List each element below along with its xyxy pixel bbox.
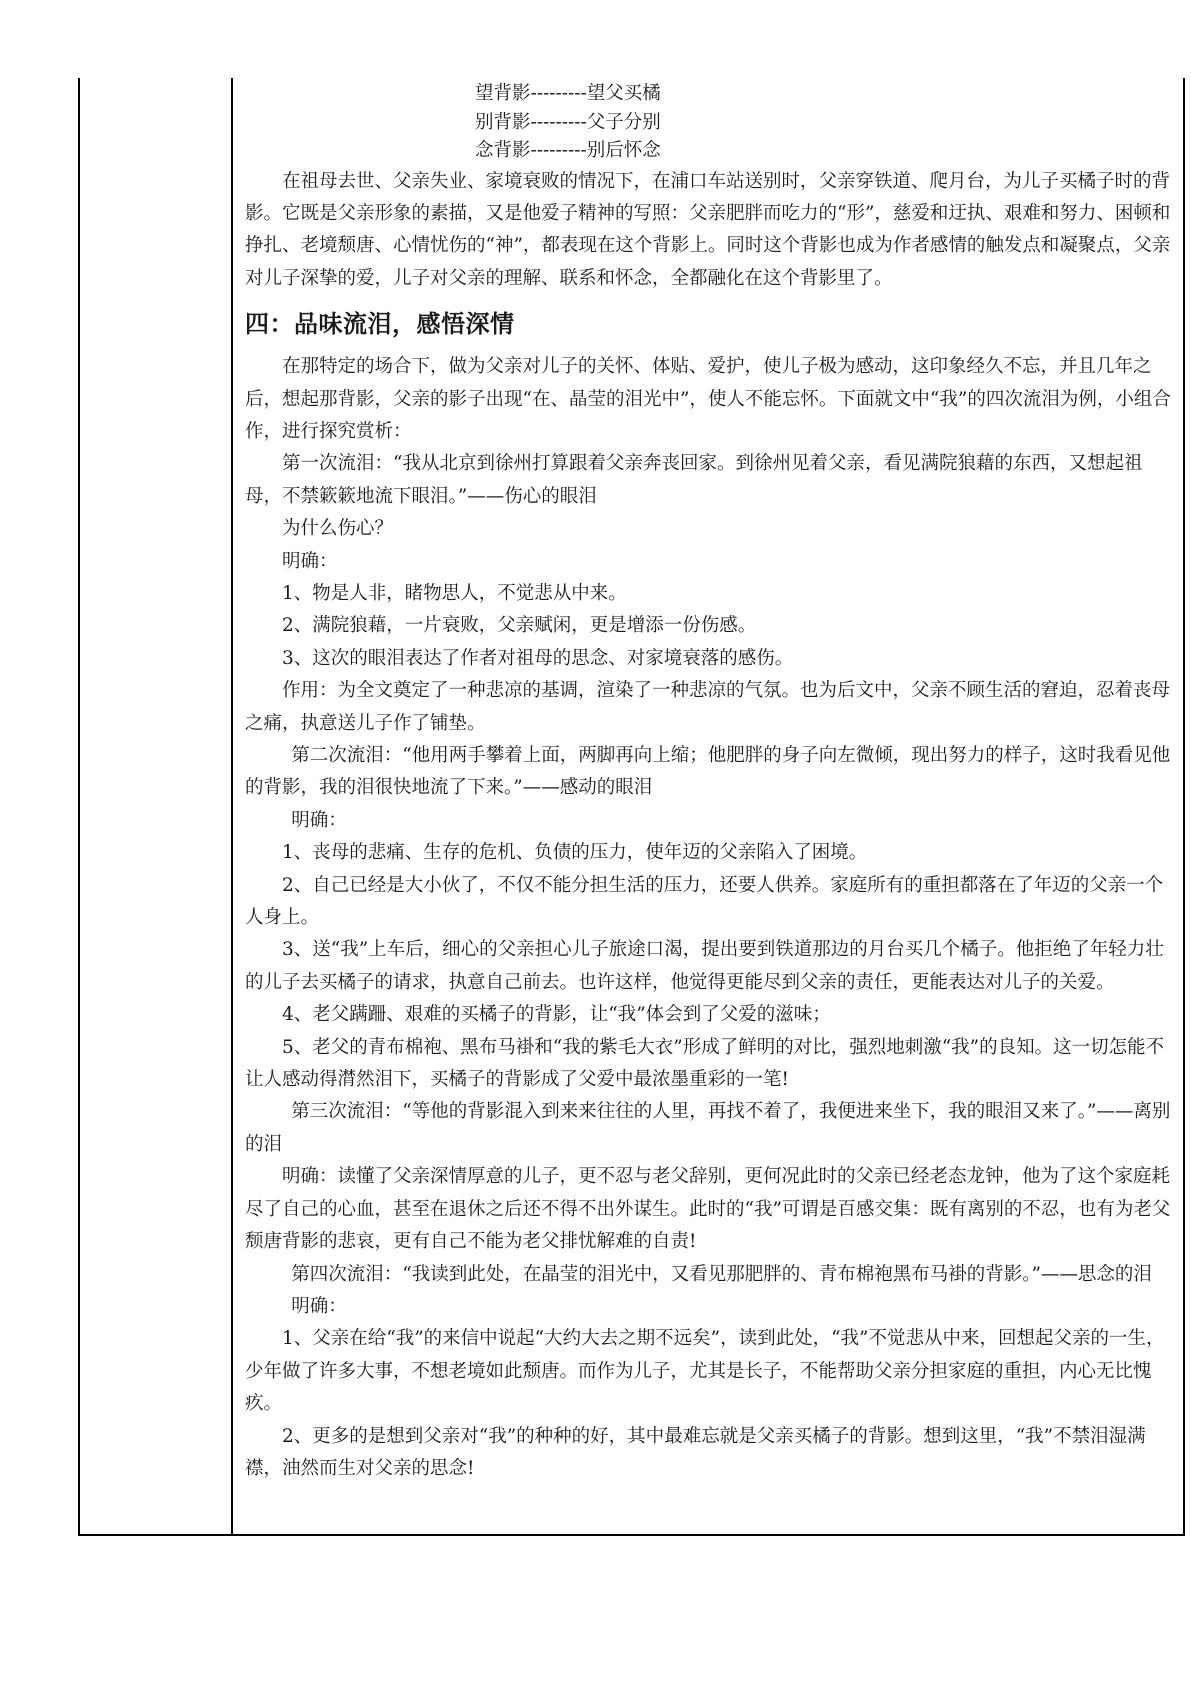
lesson-table — [78, 78, 1185, 1536]
body-paragraph: 2、自己已经是大小伙了，不仅不能分担生活的压力，还要人供养。家庭所有的重担都落在了年迈的父亲一个人身上。 — [245, 874, 1164, 929]
section-heading: 四：品味流泪，感悟深情 — [245, 310, 515, 339]
paragraph-list — [245, 351, 1173, 1485]
intro-paragraph: 在祖母去世、父亲失业、家境衰败的情况下，在浦口车站送别时，父亲穿铁道、爬月台，为儿子买橘子时的背影。它既是父亲形象的素描，又是他爱子精神的写照：父亲肥胖而吃力的“形”，慈爱和迂执、艰难和努力、困顿和挣扎、老境颓唐、心情忧伤的“神”，都表现在这个背影上。同时这个背影也成为作者感情的触发点和凝聚点，父亲对儿子深挚的爱，儿子对父亲的理解、联系和怀念，全都融化在这个背影里了。 — [245, 170, 1171, 289]
body-paragraph: 2、更多的是想到父亲对“我”的种种的好，其中最难忘就是父亲买橘子的背影。想到这里，“我”不禁泪湿满襟，油然而生对父亲的思念! — [245, 1425, 1146, 1479]
outline-item: 念背影---------别后怀念 — [475, 140, 661, 161]
body-paragraph: 1、物是人非，睹物思人，不觉悲从中来。 — [282, 582, 627, 604]
body-paragraph: 5、老父的青布棉袍、黑布马褂和“我的紫毛大衣”形成了鲜明的对比，强烈地刺激“我”的良知。这一切怎能不让人感动得潸然泪下，买橘子的背影成了父爱中最浓墨重彩的一笔! — [245, 1036, 1165, 1091]
outline-item: 望背影---------望父买橘 — [475, 83, 661, 104]
body-paragraph: 明确： — [291, 809, 347, 831]
body-paragraph: 1、父亲在给“我”的来信中说起“大约大去之期不远矣”，读到此处，“我”不觉悲从中来，回想起父亲的一生，少年做了许多大事，不想老境如此颓唐。而作为儿子，尤其是长子，不能帮助父亲分担家庭的重担，内心无比愧疚。 — [245, 1328, 1165, 1415]
table-left-column — [80, 78, 233, 1534]
body-paragraph: 第二次流泪：“他用两手攀着上面，两脚再向上缩；他肥胖的身子向左微倾，现出努力的样子，这时我看见他的背影，我的泪很快地流了下来。”——感动的眼泪 — [245, 745, 1171, 799]
body-paragraph: 2、满院狼藉，一片衰败，父亲赋闲，更是增添一份伤感。 — [282, 615, 757, 637]
body-paragraph: 第一次流泪：“我从北京到徐州打算跟着父亲奔丧回家。到徐州见着父亲，看见满院狼藉的东西，又想起祖母，不禁簌簌地流下眼泪。”——伤心的眼泪 — [245, 453, 1143, 507]
table-content-column — [235, 78, 1183, 1534]
outline-item: 别背影---------父子分别 — [475, 111, 661, 133]
outline-list — [245, 78, 1173, 166]
body-paragraph: 3、这次的眼泪表达了作者对祖母的思念、对家境衰落的感伤。 — [282, 647, 794, 669]
body-paragraph: 作用：为全文奠定了一种悲凉的基调，渲染了一种悲凉的气氛。也为后文中，父亲不顾生活的窘迫，忍着丧母之痛，执意送儿子作了铺垫。 — [245, 680, 1171, 734]
body-paragraph: 3、送“我”上车后，细心的父亲担心儿子旅途口渴，提出要到铁道那边的月台买几个橘子。他拒绝了年轻力壮的儿子去买橘子的请求，执意自己前去。也许这样，他觉得更能尽到父亲的责任，更能表达对儿子的关爱。 — [245, 939, 1164, 993]
body-paragraph: 在那特定的场合下，做为父亲对儿子的关怀、体贴、爱护，使儿子极为感动，这印象经久不忘，并且几年之后，想起那背影，父亲的影子出现“在、晶莹的泪光中”，使人不能忘怀。下面就文中“我”的四次流泪为例，小组合作，进行探究赏析： — [245, 356, 1171, 442]
body-paragraph: 明确：读懂了父亲深情厚意的儿子，更不忍与老父辞别，更何况此时的父亲已经老态龙钟，他为了这个家庭耗尽了自己的心血，甚至在退休之后还不得不出外谋生。此时的“我”可谓是百感交集：既有离别的不忍，也有为老父颓唐背影的悲哀，更有自己不能为老父排忧解难的自责! — [245, 1166, 1171, 1253]
body-paragraph: 明确： — [282, 550, 338, 572]
body-paragraph: 1、丧母的悲痛、生存的危机、负债的压力，使年迈的父亲陷入了困境。 — [282, 842, 868, 864]
body-paragraph: 明确： — [291, 1295, 347, 1317]
body-paragraph: 第四次流泪：“我读到此处，在晶莹的泪光中，又看见那肥胖的、青布棉袍黑布马褂的背影。”——思念的泪 — [291, 1263, 1152, 1285]
body-paragraph: 为什么伤心？ — [282, 518, 394, 540]
body-paragraph: 第三次流泪：“等他的背影混入到来来往往的人里，再找不着了，我便进来坐下，我的眼泪又来了。”——离别的泪 — [245, 1101, 1171, 1155]
body-paragraph: 4、老父蹒跚、艰难的买橘子的背影，让“我”体会到了父爱的滋味； — [282, 1004, 831, 1026]
